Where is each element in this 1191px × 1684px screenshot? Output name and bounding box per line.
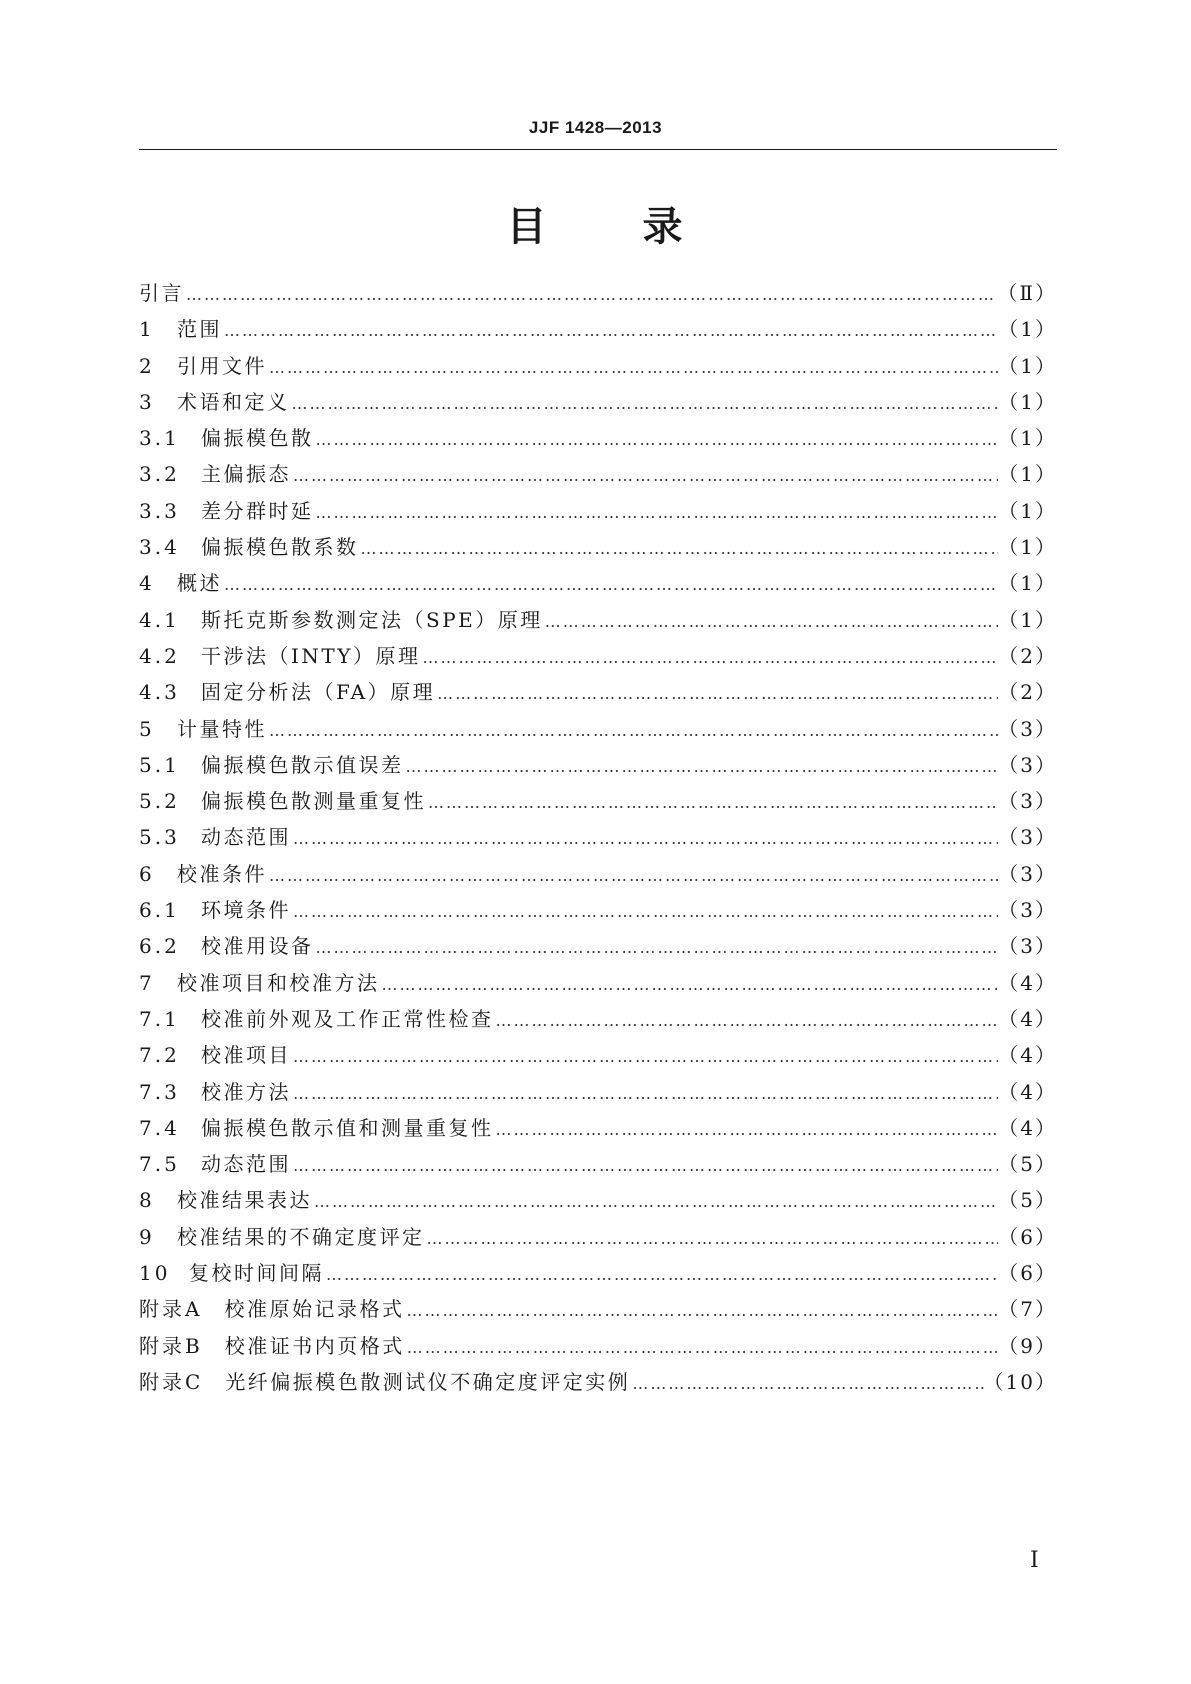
toc-entry (139, 493, 1057, 529)
toc-entry-page: （4） (998, 1115, 1057, 1140)
toc-entry (139, 1110, 1057, 1146)
toc-leader-dots (291, 821, 998, 857)
toc-entry-number: 8 (139, 1188, 155, 1213)
page-number: Ⅰ (1030, 1548, 1039, 1573)
toc-entry-title: 校准条件 (177, 861, 267, 886)
toc-entry-number: 7.3 (139, 1079, 180, 1104)
toc-leader-dots (494, 1003, 999, 1039)
toc-entry (139, 638, 1057, 674)
toc-entry (139, 1255, 1057, 1291)
toc-entry-number: 1 (139, 317, 155, 342)
toc-entry-number: 4.1 (139, 607, 180, 632)
toc-entry (139, 711, 1057, 747)
toc-entry (139, 529, 1057, 565)
toc-entry-page: （6） (998, 1224, 1057, 1249)
toc-entry-page: （3） (998, 825, 1057, 850)
toc-entry-page: （6） (998, 1261, 1057, 1286)
toc-entry-page: （4） (998, 1079, 1057, 1104)
toc-entry-page: （Ⅱ） (997, 281, 1057, 305)
toc-leader-dots (222, 567, 998, 603)
toc-entry-number: 附录C (139, 1369, 204, 1394)
toc-entry-page: （1） (998, 353, 1057, 378)
toc-leader-dots (494, 1112, 999, 1148)
toc-entry (139, 565, 1057, 601)
toc-entry-title: 固定分析法（FA）原理 (201, 680, 436, 705)
toc-entry-title: 环境条件 (201, 898, 291, 923)
toc-entry-page: （1） (998, 607, 1057, 632)
toc-leader-dots (324, 1257, 998, 1293)
toc-entry-title: 校准结果表达 (177, 1188, 312, 1213)
toc-entry-number: 6.2 (139, 934, 180, 959)
toc-entry-page: （2） (998, 680, 1057, 705)
toc-entry-title: 术语和定义 (177, 389, 290, 414)
toc-leader-dots (425, 1221, 999, 1257)
toc-entry-title: 引言 (139, 281, 184, 305)
toc-entry (139, 1146, 1057, 1182)
toc-entry (139, 456, 1057, 492)
toc-entry-title: 偏振模色散示值误差 (201, 752, 404, 777)
toc-entry-number: 3.1 (139, 426, 180, 451)
toc-leader-dots (543, 604, 999, 640)
toc-leader-dots (420, 640, 998, 676)
toc-leader-dots (291, 1076, 998, 1112)
toc-leader-dots (312, 1184, 998, 1220)
toc-leader-dots (267, 713, 998, 749)
toc-entry-title: 偏振模色散 (201, 426, 314, 451)
toc-entry-page: （1） (998, 571, 1057, 596)
toc-entry-number: 4.3 (139, 680, 180, 705)
toc-entry-page: （5） (998, 1152, 1057, 1177)
toc-entry-number: 3 (139, 389, 155, 414)
toc-entry-page: （2） (998, 643, 1057, 668)
toc-entry-title: 干涉法（INTY）原理 (201, 643, 421, 668)
toc-leader-dots (435, 676, 998, 712)
toc-entry-page: （3） (998, 861, 1057, 886)
toc-entry (139, 965, 1057, 1001)
toc-entry-title: 校准项目 (201, 1043, 291, 1068)
toc-leader-dots (267, 858, 998, 894)
toc-entry (139, 783, 1057, 819)
toc-entry-page: （1） (998, 389, 1057, 414)
toc-leader-dots (184, 277, 997, 313)
toc-leader-dots (404, 749, 999, 785)
toc-entry-page: （1） (998, 426, 1057, 451)
toc-entry-page: （4） (998, 970, 1057, 995)
toc-leader-dots (314, 930, 999, 966)
toc-entry (139, 1364, 1057, 1400)
header-rule (139, 149, 1057, 150)
toc-entry-number: 2 (139, 353, 155, 378)
toc-entry-number: 附录A (139, 1297, 203, 1322)
toc-leader-dots (404, 1293, 998, 1329)
toc-entry-page: （3） (998, 716, 1057, 741)
toc-entry-number: 7.1 (139, 1006, 180, 1031)
toc-entry-number: 7.2 (139, 1043, 180, 1068)
toc-entry-title: 主偏振态 (201, 462, 291, 487)
toc-entry-title: 计量特性 (177, 716, 267, 741)
toc-entry-page: （1） (998, 462, 1057, 487)
toc-entry-title: 范围 (177, 317, 222, 342)
toc-entry (139, 674, 1057, 710)
toc-entry (139, 892, 1057, 928)
document-code-header: JJF 1428—2013 (528, 118, 663, 137)
toc-entry-title: 偏振模色散测量重复性 (201, 789, 426, 814)
toc-entry (139, 1037, 1057, 1073)
toc-leader-dots (630, 1366, 983, 1402)
toc-entry-number: 3.2 (139, 462, 180, 487)
toc-entry (139, 856, 1057, 892)
toc-entry-number: 5.2 (139, 789, 180, 814)
toc-entry (139, 1328, 1057, 1364)
toc-entry-title: 光纤偏振模色散测试仪不确定度评定实例 (225, 1369, 631, 1394)
toc-entry (139, 275, 1057, 311)
toc-entry-number: 4 (139, 571, 155, 596)
toc-entry-number: 9 (139, 1224, 155, 1249)
toc-leader-dots (291, 1039, 998, 1075)
toc-entry-title: 概述 (177, 571, 222, 596)
toc-leader-dots (291, 458, 998, 494)
toc-entry-page: （1） (998, 498, 1057, 523)
toc-entry (139, 1291, 1057, 1327)
toc-leader-dots (291, 1148, 998, 1184)
toc-entry-number: 3.3 (139, 498, 180, 523)
toc-leader-dots (267, 350, 998, 386)
toc-entry (139, 928, 1057, 964)
toc-entry-number: 5 (139, 716, 155, 741)
toc-entry-title: 校准结果的不确定度评定 (177, 1224, 425, 1249)
toc-leader-dots (405, 1330, 999, 1366)
toc-entry-title: 引用文件 (177, 353, 267, 378)
toc-entry-page: （3） (998, 898, 1057, 923)
toc-entry (139, 420, 1057, 456)
toc-entry-title: 差分群时延 (201, 498, 314, 523)
toc-entry-page: （9） (998, 1333, 1057, 1358)
toc-entry (139, 348, 1057, 384)
toc-entry (139, 819, 1057, 855)
toc-entry-title: 校准项目和校准方法 (177, 970, 380, 995)
toc-entry-title: 偏振模色散示值和测量重复性 (201, 1115, 494, 1140)
toc-entry-title: 校准方法 (201, 1079, 291, 1104)
toc-entry (139, 1001, 1057, 1037)
toc-entry-page: （4） (998, 1006, 1057, 1031)
toc-entry (139, 1074, 1057, 1110)
toc-entry-page: （4） (998, 1043, 1057, 1068)
toc-entry-number: 4.2 (139, 643, 180, 668)
toc-entry-title: 动态范围 (201, 1152, 291, 1177)
toc-entry-number: 6 (139, 861, 155, 886)
table-of-contents (139, 275, 1057, 1400)
toc-entry-title: 斯托克斯参数测定法（SPE）原理 (201, 607, 543, 632)
toc-leader-dots (291, 894, 998, 930)
toc-entry-title: 动态范围 (201, 825, 291, 850)
toc-entry-page: （1） (998, 317, 1057, 342)
toc-leader-dots (314, 495, 999, 531)
toc-entry-page: （1） (998, 535, 1057, 560)
toc-entry (139, 747, 1057, 783)
toc-leader-dots (314, 422, 999, 458)
toc-entry-number: 10 (139, 1261, 171, 1286)
toc-leader-dots (426, 785, 998, 821)
toc-entry-title: 复校时间间隔 (189, 1261, 324, 1286)
toc-entry-number: 7.4 (139, 1115, 180, 1140)
toc-entry-title: 校准用设备 (201, 934, 314, 959)
toc-leader-dots (222, 313, 998, 349)
toc-leader-dots (359, 531, 999, 567)
toc-entry-number: 5.3 (139, 825, 180, 850)
toc-entry (139, 384, 1057, 420)
toc-entry-number: 7.5 (139, 1152, 180, 1177)
toc-entry (139, 1182, 1057, 1218)
toc-entry-title: 校准原始记录格式 (224, 1297, 405, 1322)
toc-leader-dots (290, 386, 999, 422)
toc-entry-number: 5.1 (139, 752, 180, 777)
toc-entry-page: （3） (998, 934, 1057, 959)
toc-entry-page: （3） (998, 752, 1057, 777)
toc-entry (139, 602, 1057, 638)
toc-leader-dots (380, 967, 999, 1003)
toc-entry-title: 校准前外观及工作正常性检查 (201, 1006, 494, 1031)
toc-entry-title: 校准证书内页格式 (224, 1333, 405, 1358)
toc-entry-page: （5） (998, 1188, 1057, 1213)
toc-entry (139, 311, 1057, 347)
toc-entry-number: 7 (139, 970, 155, 995)
toc-entry-title: 偏振模色散系数 (201, 535, 359, 560)
toc-entry-number: 附录B (139, 1333, 203, 1358)
toc-entry-page: （3） (998, 789, 1057, 814)
toc-entry-number: 6.1 (139, 898, 180, 923)
toc-entry-page: （10） (983, 1369, 1057, 1394)
toc-entry-number: 3.4 (139, 535, 180, 560)
toc-entry (139, 1219, 1057, 1255)
toc-entry-page: （7） (998, 1297, 1057, 1322)
page-title: 目 录 (506, 204, 685, 250)
